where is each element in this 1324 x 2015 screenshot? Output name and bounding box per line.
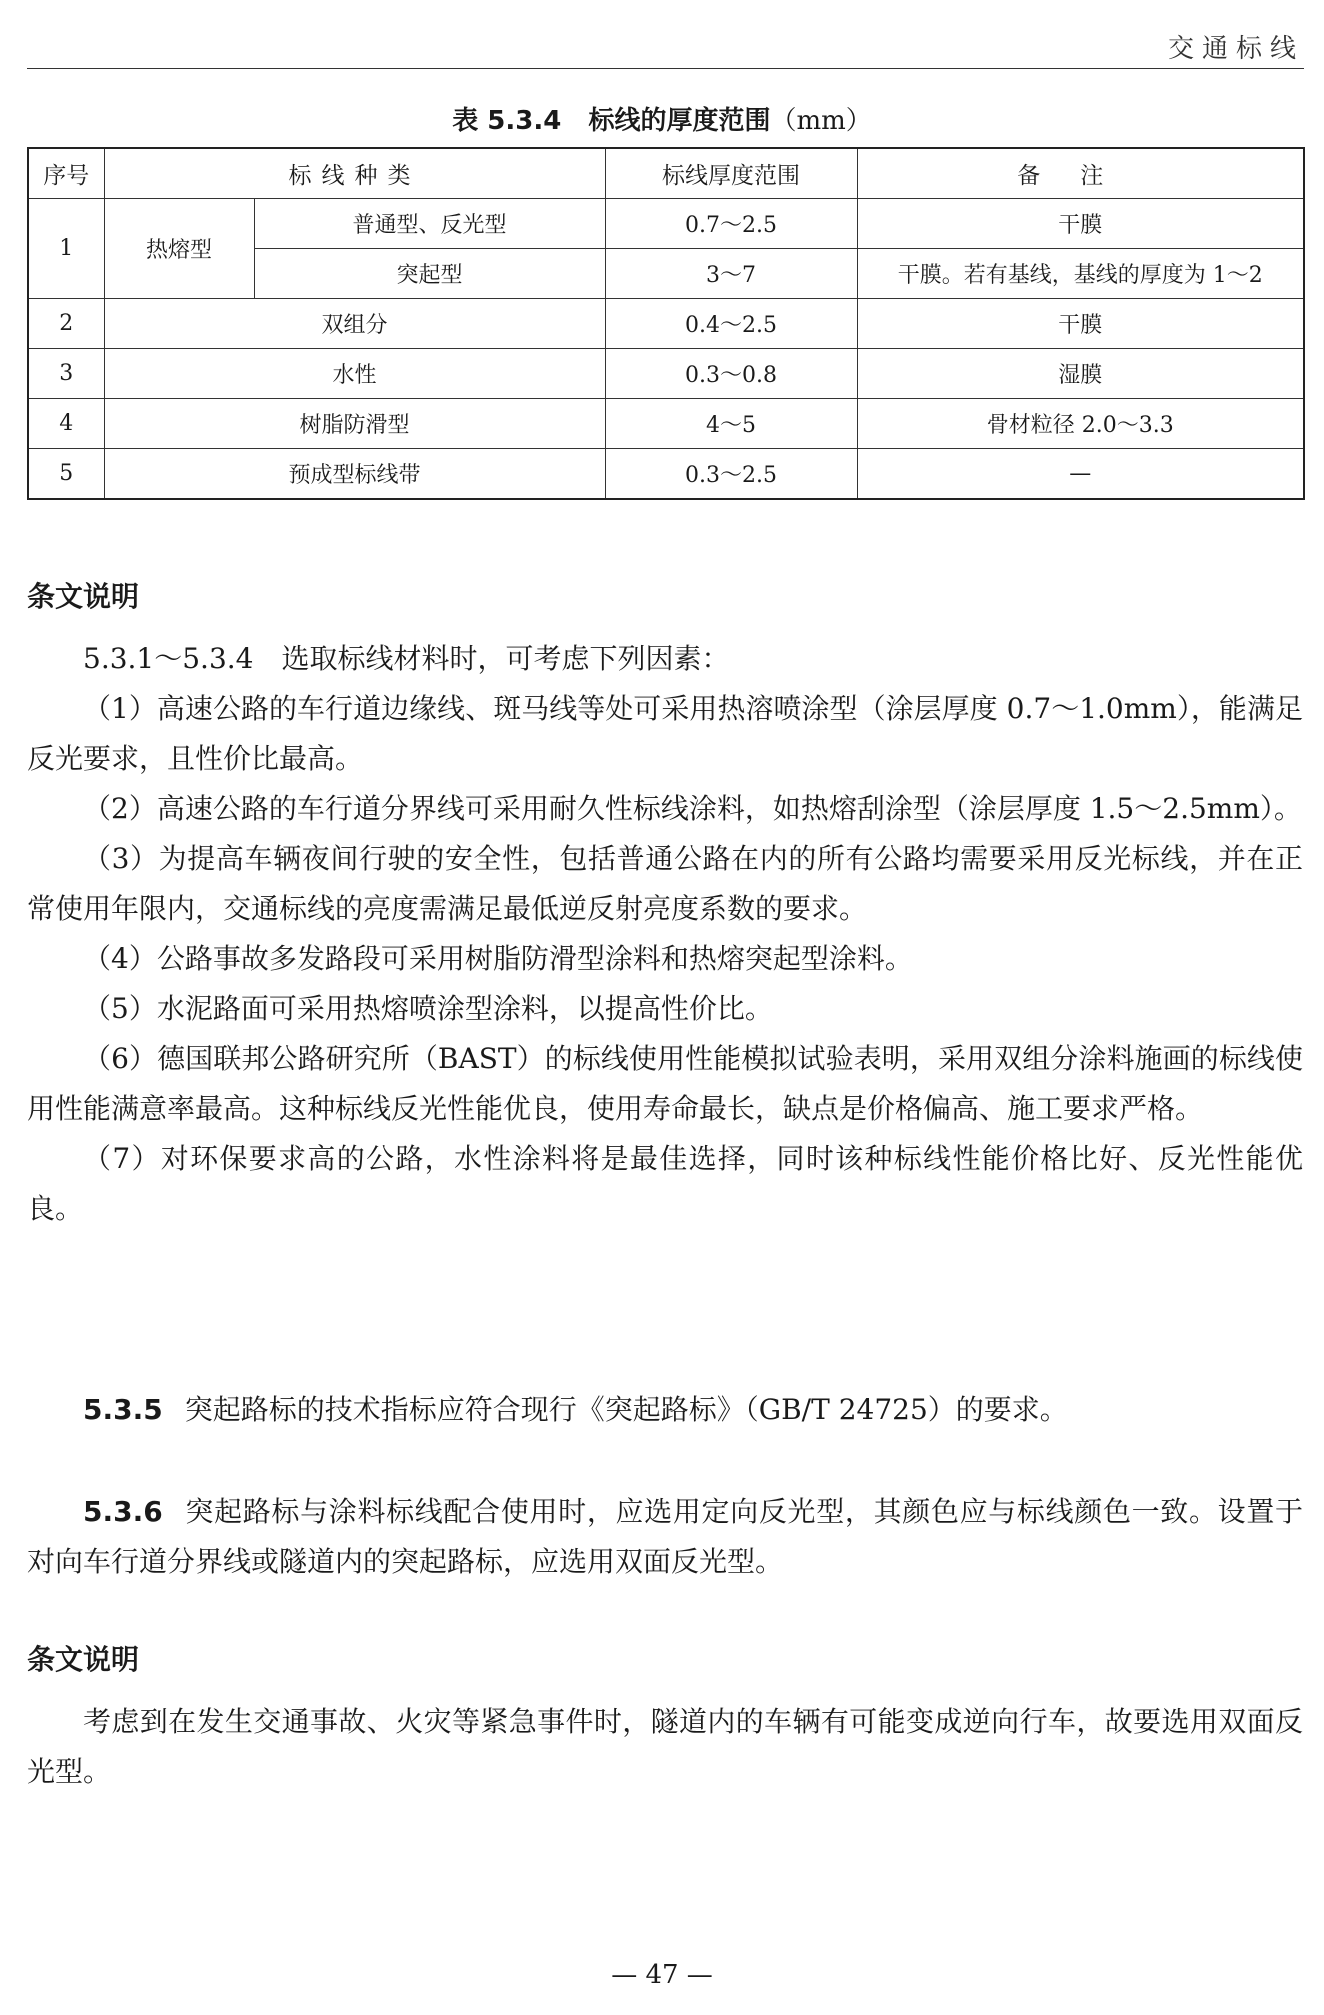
- cell-thickness: 0.4～2.5: [605, 299, 857, 349]
- clause-5-3-6: [27, 1487, 1303, 1587]
- cell-no: 4: [28, 399, 104, 449]
- explanation-paragraph: （5）水泥路面可采用热熔喷涂型涂料，以提高性价比。: [83, 992, 773, 1025]
- explanation-paragraph: 5.3.1～5.3.4 选取标线材料时，可考虑下列因素：: [83, 642, 730, 675]
- cell-remark: 干膜。若有基线，基线的厚度为 1～2: [857, 249, 1304, 299]
- clause-text: 突起路标的技术指标应符合现行《突起路标》（GB/T 24725）的要求。: [184, 1393, 1068, 1426]
- table-row: [28, 449, 1304, 500]
- cell-remark: —: [857, 449, 1304, 500]
- table-caption-title: 标线的厚度范围: [588, 106, 771, 136]
- table-row: [28, 349, 1304, 399]
- table-row: [28, 399, 1304, 449]
- clause-5-3-5: [27, 1385, 1303, 1435]
- table-caption: [0, 100, 1324, 137]
- running-header: 交通标线: [1167, 34, 1304, 64]
- header-thickness: 标线厚度范围: [605, 148, 857, 199]
- explanation-paragraph: （2）高速公路的车行道分界线可采用耐久性标线涂料，如热熔刮涂型（涂层厚度 1.5～2.5mm）。: [83, 792, 1302, 825]
- cell-no: 3: [28, 349, 104, 399]
- cell-no: 5: [28, 449, 104, 500]
- table-header-row: [28, 148, 1304, 199]
- cell-thickness: 4～5: [605, 399, 857, 449]
- table-caption-label: 表 5.3.4: [452, 106, 562, 136]
- table-row: [28, 199, 1304, 249]
- explanation-heading: 条文说明: [27, 580, 140, 613]
- header-remark: 备注: [857, 148, 1304, 199]
- header-no: 序号: [28, 148, 104, 199]
- thickness-table: [27, 147, 1305, 500]
- cell-type: 树脂防滑型: [104, 399, 605, 449]
- explanation-body: [27, 1697, 1303, 1797]
- cell-type: 预成型标线带: [104, 449, 605, 500]
- explanation-paragraph: （3）为提高车辆夜间行驶的安全性，包括普通公路在内的所有公路均需要采用反光标线，并在正常使用年限内，交通标线的亮度需满足最低逆反射亮度系数的要求。: [27, 842, 1303, 925]
- clause-number: 5.3.5: [83, 1393, 163, 1426]
- explanation-paragraph: （1）高速公路的车行道边缘线、斑马线等处可采用热溶喷涂型（涂层厚度 0.7～1.0mm），能满足反光要求，且性价比最高。: [27, 692, 1303, 775]
- cell-type: 突起型: [254, 249, 605, 299]
- explanation-heading: 条文说明: [27, 1643, 140, 1676]
- clause-number: 5.3.6: [83, 1495, 163, 1528]
- cell-remark: 干膜: [857, 299, 1304, 349]
- explanation-paragraph: 考虑到在发生交通事故、火灾等紧急事件时，隧道内的车辆有可能变成逆向行车，故要选用双面反光型。: [27, 1705, 1303, 1788]
- explanation-paragraph: （7）对环保要求高的公路，水性涂料将是最佳选择，同时该种标线性能价格比好、反光性能优良。: [27, 1142, 1303, 1225]
- cell-type: 双组分: [104, 299, 605, 349]
- header-type: 标线种类: [104, 148, 605, 199]
- cell-thickness: 0.3～0.8: [605, 349, 857, 399]
- cell-no: 1: [28, 199, 104, 299]
- cell-remark: 干膜: [857, 199, 1304, 249]
- cell-thickness: 0.3～2.5: [605, 449, 857, 500]
- cell-no: 2: [28, 299, 104, 349]
- cell-thickness: 0.7～2.5: [605, 199, 857, 249]
- cell-remark: 骨材粒径 2.0～3.3: [857, 399, 1304, 449]
- cell-type: 普通型、反光型: [254, 199, 605, 249]
- table-row: [28, 299, 1304, 349]
- cell-remark: 湿膜: [857, 349, 1304, 399]
- explanation-paragraph: （6）德国联邦公路研究所（BAST）的标线使用性能模拟试验表明，采用双组分涂料施画的标线使用性能满意率最高。这种标线反光性能优良，使用寿命最长，缺点是价格偏高、施工要求严格。: [27, 1042, 1303, 1125]
- clause-text: 突起路标与涂料标线配合使用时，应选用定向反光型，其颜色应与标线颜色一致。设置于对向车行道分界线或隧道内的突起路标，应选用双面反光型。: [27, 1495, 1303, 1578]
- cell-thickness: 3～7: [605, 249, 857, 299]
- explanation-paragraph: （4）公路事故多发路段可采用树脂防滑型涂料和热熔突起型涂料。: [83, 942, 913, 975]
- page-number: — 47 —: [611, 1960, 713, 1990]
- cell-type: 水性: [104, 349, 605, 399]
- cell-group: 热熔型: [104, 199, 254, 299]
- header-rule: [27, 68, 1304, 69]
- explanation-body: [27, 634, 1303, 1234]
- table-caption-unit: （mm）: [770, 106, 872, 136]
